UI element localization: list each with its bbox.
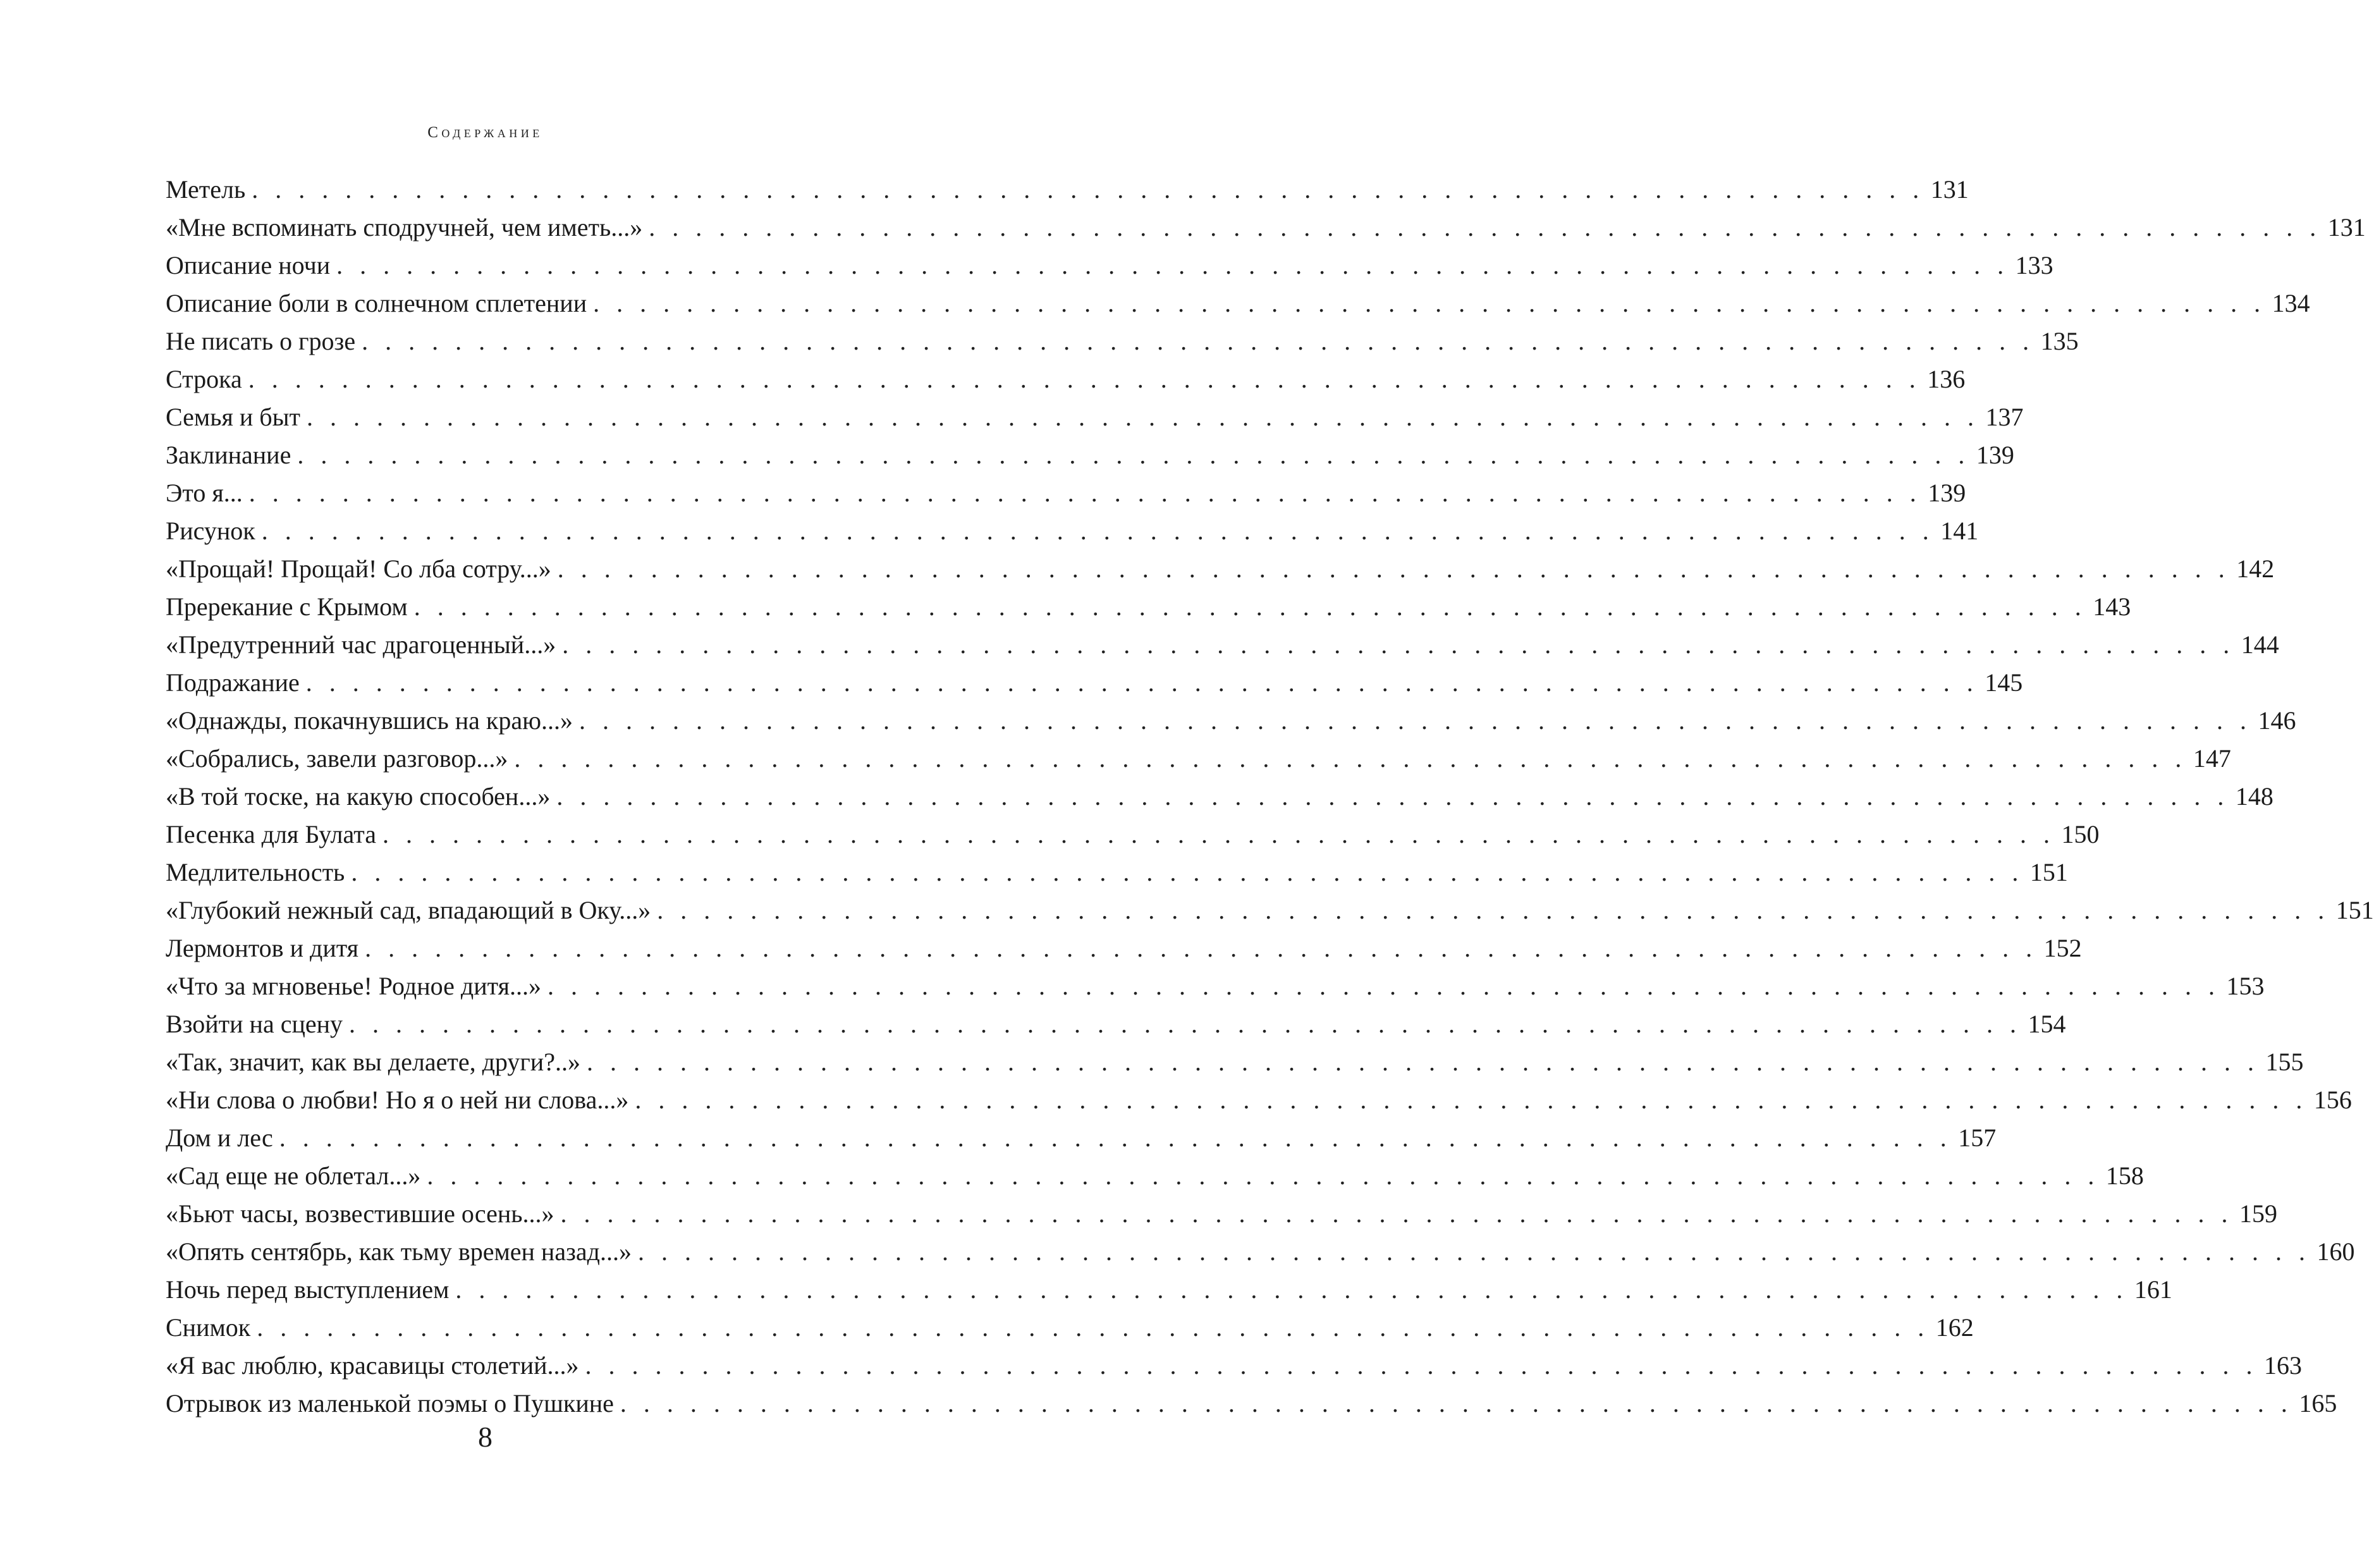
toc-entry-page: 133	[2015, 251, 2053, 279]
dot-leader: . . . . . . . . . . . . . . . . . . . . . . . . . . . . . . . . . . . . . . . . . . . . . . . . . . . . . . . . . . . . . . . . . . . . . . . .	[593, 289, 2266, 317]
toc-entry-title: Медлительность	[166, 858, 345, 886]
dot-leader: . . . . . . . . . . . . . . . . . . . . . . . . . . . . . . . . . . . . . . . . . . . . . . . . . . . . . . . . . . . . . . . . . . . . . . . .	[547, 972, 2220, 1000]
table-of-contents	[166, 171, 2374, 1423]
toc-entry-page: 162	[1935, 1313, 1974, 1342]
toc-entry	[166, 550, 2275, 588]
toc-entry	[166, 1271, 2172, 1309]
toc-entry-page: 135	[2040, 327, 2079, 355]
toc-entry	[166, 1233, 2355, 1271]
toc-entry	[166, 967, 2265, 1005]
toc-entry	[166, 816, 2100, 854]
dot-leader: . . . . . . . . . . . . . . . . . . . . . . . . . . . . . . . . . . . . . . . . . . . . . . . . . . . . . . . . . . . . . . . . . . . . . . . .	[297, 441, 1970, 469]
dot-leader: . . . . . . . . . . . . . . . . . . . . . . . . . . . . . . . . . . . . . . . . . . . . . . . . . . . . . . . . . . . . . . . . . . . . . . . .	[248, 479, 1922, 507]
toc-entry	[166, 929, 2082, 967]
toc-entry-title: Описание ночи	[166, 251, 331, 279]
toc-entry	[166, 588, 2131, 626]
toc-entry-page: 155	[2265, 1048, 2304, 1076]
toc-entry-page: 156	[2313, 1086, 2352, 1114]
toc-entry-title: «Что за мгновенье! Родное дитя...»	[166, 972, 541, 1000]
toc-entry-title: Метель	[166, 175, 246, 204]
toc-entry-page: 142	[2236, 554, 2275, 583]
dot-leader: . . . . . . . . . . . . . . . . . . . . . . . . . . . . . . . . . . . . . . . . . . . . . . . . . . . . . . . . . . . . . . . . . . . . . . . .	[349, 1010, 2022, 1038]
toc-entry-page: 139	[1976, 441, 2014, 469]
toc-entry-title: «Собрались, завели разговор...»	[166, 744, 508, 773]
toc-entry-page: 131	[2327, 213, 2366, 242]
dot-leader: . . . . . . . . . . . . . . . . . . . . . . . . . . . . . . . . . . . . . . . . . . . . . . . . . . . . . . . . . . . . . . . . . . . . . . . .	[562, 630, 2235, 659]
dot-leader: . . . . . . . . . . . . . . . . . . . . . . . . . . . . . . . . . . . . . . . . . . . . . . . . . . . . . . . . . . . . . . . . . . . . . . . .	[248, 365, 1921, 393]
dot-leader: . . . . . . . . . . . . . . . . . . . . . . . . . . . . . . . . . . . . . . . . . . . . . . . . . . . . . . . . . . . . . . . . . . . . . . . .	[305, 668, 1979, 697]
toc-entry	[166, 1195, 2277, 1233]
toc-entry-page: 143	[2093, 592, 2131, 621]
toc-entry	[166, 512, 1979, 550]
toc-entry-title: «Прощай! Прощай! Со лба сотру...»	[166, 554, 551, 583]
toc-entry-page: 148	[2235, 782, 2273, 811]
toc-entry-page: 147	[2193, 744, 2231, 773]
toc-entry-page: 158	[2105, 1161, 2144, 1190]
toc-entry-page: 151	[2029, 858, 2068, 886]
toc-entry-page: 160	[2316, 1237, 2355, 1266]
toc-entry-title: Не писать о грозе	[166, 327, 356, 355]
dot-leader: . . . . . . . . . . . . . . . . . . . . . . . . . . . . . . . . . . . . . . . . . . . . . . . . . . . . . . . . . . . . . . . . . . . . . . . .	[578, 706, 2252, 735]
toc-entry	[166, 626, 2279, 664]
toc-entry-title: Песенка для Булата	[166, 820, 376, 848]
toc-entry-title: «Бьют часы, возвестившие осень...»	[166, 1199, 554, 1228]
dot-leader: . . . . . . . . . . . . . . . . . . . . . . . . . . . . . . . . . . . . . . . . . . . . . . . . . . . . . . . . . . . . . . . . . . . . . . . .	[257, 1313, 1930, 1342]
dot-leader: . . . . . . . . . . . . . . . . . . . . . . . . . . . . . . . . . . . . . . . . . . . . . . . . . . . . . . . . . . . . . . . . . . . . . . . .	[586, 1048, 2260, 1076]
toc-entry-page: 154	[2028, 1010, 2066, 1038]
dot-leader: . . . . . . . . . . . . . . . . . . . . . . . . . . . . . . . . . . . . . . . . . . . . . . . . . . . . . . . . . . . . . . . . . . . . . . . .	[307, 403, 1979, 431]
toc-entry	[166, 285, 2310, 322]
toc-entry	[166, 247, 2053, 285]
toc-entry-title: Взойти на сцену	[166, 1010, 343, 1038]
toc-entry	[166, 398, 2024, 436]
toc-entry-page: 144	[2241, 630, 2279, 659]
toc-entry-title: Снимок	[166, 1313, 251, 1342]
dot-leader: . . . . . . . . . . . . . . . . . . . . . . . . . . . . . . . . . . . . . . . . . . . . . . . . . . . . . . . . . . . . . . . . . . . . . . . .	[336, 251, 2009, 279]
toc-entry	[166, 1157, 2144, 1195]
toc-entry	[166, 740, 2231, 778]
toc-entry-title: «Глубокий нежный сад, впадающий в Оку...»	[166, 896, 651, 924]
toc-entry-title: Строка	[166, 365, 242, 393]
toc-entry	[166, 778, 2273, 816]
dot-leader: . . . . . . . . . . . . . . . . . . . . . . . . . . . . . . . . . . . . . . . . . . . . . . . . . . . . . . . . . . . . . . . . . . . . . . . .	[413, 592, 2087, 621]
toc-entry-title: Ночь перед выступлением	[166, 1275, 450, 1304]
toc-entry	[166, 322, 2079, 360]
toc-entry-title: «Предутренний час драгоценный...»	[166, 630, 556, 659]
dot-leader: . . . . . . . . . . . . . . . . . . . . . . . . . . . . . . . . . . . . . . . . . . . . . . . . . . . . . . . . . . . . . . . . . . . . . . . .	[635, 1086, 2308, 1114]
dot-leader: . . . . . . . . . . . . . . . . . . . . . . . . . . . . . . . . . . . . . . . . . . . . . . . . . . . . . . . . . . . . . . . . . . . . . . . .	[557, 554, 2230, 583]
dot-leader: . . . . . . . . . . . . . . . . . . . . . . . . . . . . . . . . . . . . . . . . . . . . . . . . . . . . . . . . . . . . . . . . . . . . . . . .	[427, 1161, 2100, 1190]
toc-entry-title: Семья и быт	[166, 403, 300, 431]
dot-leader: . . . . . . . . . . . . . . . . . . . . . . . . . . . . . . . . . . . . . . . . . . . . . . . . . . . . . . . . . . . . . . . . . . . . . . . .	[638, 1237, 2311, 1266]
dot-leader: . . . . . . . . . . . . . . . . . . . . . . . . . . . . . . . . . . . . . . . . . . . . . . . . . . . . . . . . . . . . . . . . . . . . . . . .	[556, 782, 2229, 811]
dot-leader: . . . . . . . . . . . . . . . . . . . . . . . . . . . . . . . . . . . . . . . . . . . . . . . . . . . . . . . . . . . . . . . . . . . . . . . .	[362, 327, 2034, 355]
toc-entry-title: Это я...	[166, 479, 243, 507]
toc-entry-title: Рисунок	[166, 517, 255, 545]
dot-leader: . . . . . . . . . . . . . . . . . . . . . . . . . . . . . . . . . . . . . . . . . . . . . . . . . . . . . . . . . . . . . . . . . . . . . . . .	[585, 1351, 2258, 1380]
toc-entry-title: Описание боли в солнечном сплетении	[166, 289, 587, 317]
toc-entry	[166, 1385, 2337, 1423]
dot-leader: . . . . . . . . . . . . . . . . . . . . . . . . . . . . . . . . . . . . . . . . . . . . . . . . . . . . . . . . . . . . . . . . . . . . . . . .	[649, 213, 2322, 242]
toc-entry-title: «Мне вспоминать сподручней, чем иметь...»	[166, 213, 643, 242]
toc-entry-title: Отрывок из маленькой поэмы о Пушкине	[166, 1389, 614, 1418]
toc-entry-page: 163	[2264, 1351, 2303, 1380]
toc-entry-title: «Однажды, покачнувшись на краю...»	[166, 706, 573, 735]
toc-entry-page: 139	[1928, 479, 1966, 507]
toc-entry-page: 151	[2335, 896, 2374, 924]
dot-leader: . . . . . . . . . . . . . . . . . . . . . . . . . . . . . . . . . . . . . . . . . . . . . . . . . . . . . . . . . . . . . . . . . . . . . . . .	[657, 896, 2330, 924]
toc-entry-page: 134	[2272, 289, 2310, 317]
toc-entry	[166, 209, 2366, 247]
toc-entry	[166, 474, 1966, 512]
toc-entry	[166, 171, 1969, 209]
page-number: 8	[478, 1421, 493, 1453]
dot-leader: . . . . . . . . . . . . . . . . . . . . . . . . . . . . . . . . . . . . . . . . . . . . . . . . . . . . . . . . . . . . . . . . . . . . . . . .	[455, 1275, 2128, 1304]
dot-leader: . . . . . . . . . . . . . . . . . . . . . . . . . . . . . . . . . . . . . . . . . . . . . . . . . . . . . . . . . . . . . . . . . . . . . . . .	[560, 1199, 2233, 1228]
toc-entry	[166, 1347, 2303, 1385]
dot-leader: . . . . . . . . . . . . . . . . . . . . . . . . . . . . . . . . . . . . . . . . . . . . . . . . . . . . . . . . . . . . . . . . . . . . . . . .	[351, 858, 2024, 886]
toc-entry-page: 165	[2299, 1389, 2337, 1418]
toc-entry-page: 152	[2043, 934, 2082, 962]
dot-leader: . . . . . . . . . . . . . . . . . . . . . . . . . . . . . . . . . . . . . . . . . . . . . . . . . . . . . . . . . . . . . . . . . . . . . . . .	[620, 1389, 2293, 1418]
toc-entry-page: 141	[1940, 517, 1979, 545]
toc-entry-page: 159	[2239, 1199, 2277, 1228]
toc-entry-title: «Ни слова о любви! Но я о ней ни слова...»	[166, 1086, 629, 1114]
toc-entry-title: Заклинание	[166, 441, 291, 469]
toc-entry-title: «Так, значит, как вы делаете, други?..»	[166, 1048, 580, 1076]
toc-entry	[166, 1005, 2066, 1043]
toc-entry-page: 161	[2134, 1275, 2172, 1304]
toc-entry	[166, 854, 2068, 891]
toc-entry-page: 157	[1958, 1124, 1997, 1152]
toc-entry-title: «Я вас люблю, красавицы столетий...»	[166, 1351, 579, 1380]
dot-leader: . . . . . . . . . . . . . . . . . . . . . . . . . . . . . . . . . . . . . . . . . . . . . . . . . . . . . . . . . . . . . . . . . . . . . . . .	[261, 517, 1935, 545]
toc-entry	[166, 1043, 2304, 1081]
dot-leader: . . . . . . . . . . . . . . . . . . . . . . . . . . . . . . . . . . . . . . . . . . . . . . . . . . . . . . . . . . . . . . . . . . . . . . . .	[382, 820, 2055, 848]
toc-entry-page: 146	[2258, 706, 2296, 735]
toc-entry-page: 150	[2061, 820, 2100, 848]
toc-entry	[166, 664, 2023, 702]
dot-leader: . . . . . . . . . . . . . . . . . . . . . . . . . . . . . . . . . . . . . . . . . . . . . . . . . . . . . . . . . . . . . . . . . . . . . . . .	[279, 1124, 1952, 1152]
toc-entry-title: Дом и лес	[166, 1124, 273, 1152]
toc-entry-title: «В той тоске, на какую способен...»	[166, 782, 551, 811]
dot-leader: . . . . . . . . . . . . . . . . . . . . . . . . . . . . . . . . . . . . . . . . . . . . . . . . . . . . . . . . . . . . . . . . . . . . . . . .	[365, 934, 2038, 962]
toc-entry	[166, 891, 2374, 929]
toc-entry-title: «Сад еще не облетал...»	[166, 1161, 421, 1190]
toc-entry-title: «Опять сентябрь, как тьму времен назад...»	[166, 1237, 632, 1266]
toc-entry	[166, 1309, 1974, 1347]
toc-entry-page: 131	[1930, 175, 1969, 204]
dot-leader: . . . . . . . . . . . . . . . . . . . . . . . . . . . . . . . . . . . . . . . . . . . . . . . . . . . . . . . . . . . . . . . . . . . . . . . .	[252, 175, 1924, 204]
toc-entry	[166, 436, 2014, 474]
toc-entry	[166, 702, 2296, 740]
toc-entry-page: 153	[2226, 972, 2265, 1000]
toc-entry-page: 145	[1985, 668, 2023, 697]
toc-entry	[166, 1119, 1997, 1157]
toc-entry-title: Подражание	[166, 668, 300, 697]
toc-entry-title: Лермонтов и дитя	[166, 934, 359, 962]
running-head: Содержание	[427, 124, 543, 141]
toc-entry	[166, 1081, 2352, 1119]
toc-entry-page: 137	[1985, 403, 2024, 431]
toc-entry	[166, 360, 1966, 398]
dot-leader: . . . . . . . . . . . . . . . . . . . . . . . . . . . . . . . . . . . . . . . . . . . . . . . . . . . . . . . . . . . . . . . . . . . . . . . .	[514, 744, 2187, 773]
toc-entry-page: 136	[1927, 365, 1966, 393]
toc-entry-title: Пререкание с Крымом	[166, 592, 408, 621]
